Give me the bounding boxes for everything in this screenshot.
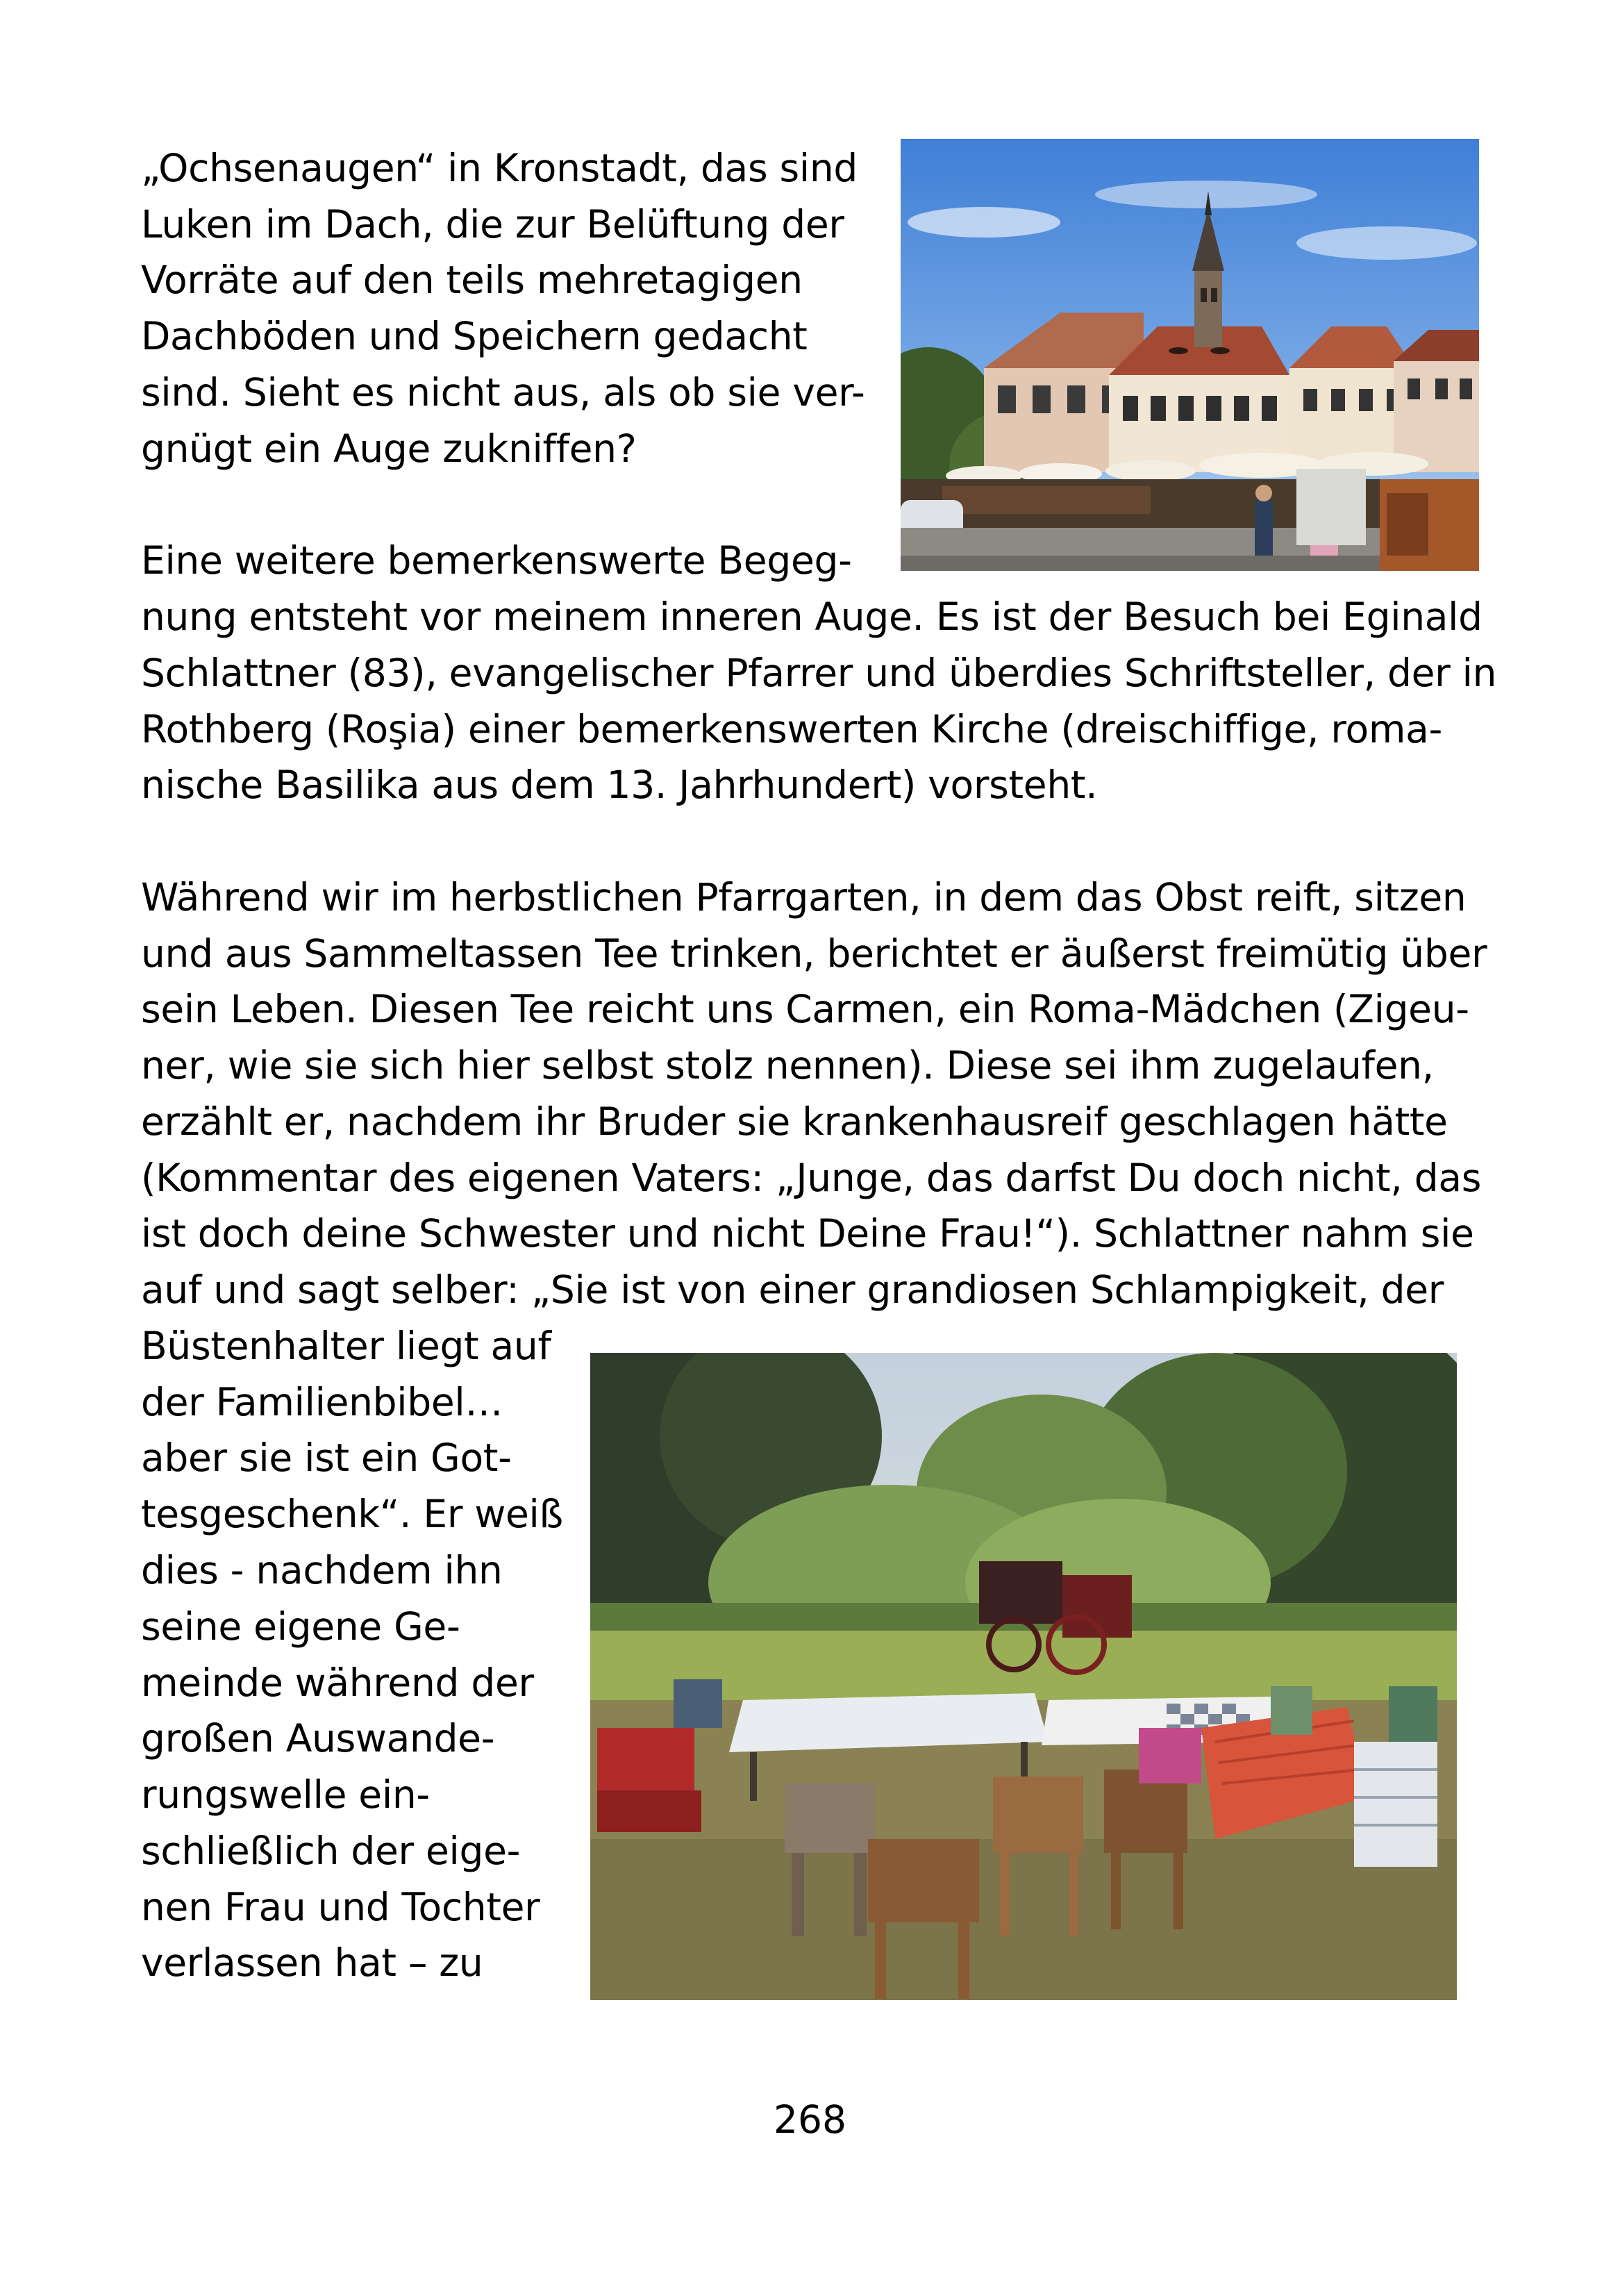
text-line: Während wir im herbstlichen Pfarrgarten, in dem das Obst reift, sitzen — [141, 875, 1467, 920]
text-line: sind. Sieht es nicht aus, als ob sie ver- — [141, 370, 865, 415]
text-line: (Kommentar des eigenen Vaters: „Junge, das darfst Du doch nicht, das — [141, 1156, 1482, 1200]
text-line: Rothberg (Roşia) einer bemerkenswerten Kirche (dreischiffige, roma- — [141, 707, 1443, 751]
page-number: 268 — [774, 2097, 846, 2142]
text-line: erzählt er, nachdem ihr Bruder sie krankenhausreif geschlagen hätte — [141, 1099, 1448, 1144]
text-line: meinde während der — [141, 1661, 534, 1705]
text-line: der Familienbibel… — [141, 1380, 503, 1424]
text-line: großen Auswande- — [141, 1716, 495, 1761]
photo-garden-chairs — [590, 1353, 1457, 2000]
text-line: nung entsteht vor meinem inneren Auge. Es ist der Besuch bei Eginald — [141, 594, 1483, 639]
text-line: seine eigene Ge- — [141, 1604, 460, 1649]
text-line: rungswelle ein- — [141, 1772, 430, 1817]
text-line: nen Frau und Tochter — [141, 1885, 540, 1929]
photo-town-square — [901, 139, 1479, 571]
text-line: Büstenhalter liegt auf — [141, 1324, 551, 1368]
text-line: „Ochsenaugen“ in Kronstadt, das sind — [141, 146, 858, 190]
text-line: schließlich der eige- — [141, 1829, 521, 1873]
text-line: ist doch deine Schwester und nicht Deine Frau!“). Schlattner nahm sie — [141, 1211, 1474, 1256]
text-line: gnügt ein Auge zukniffen? — [141, 426, 637, 471]
text-line: auf und sagt selber: „Sie ist von einer grandiosen Schlampigkeit, der — [141, 1267, 1444, 1312]
text-line: und aus Sammeltassen Tee trinken, berichtet er äußerst freimütig über — [141, 931, 1487, 976]
text-line: nische Basilika aus dem 13. Jahrhundert) vorsteht. — [141, 763, 1098, 807]
text-line: tesgeschenk“. Er weiß — [141, 1492, 563, 1536]
text-line: Schlattner (83), evangelischer Pfarrer und überdies Schriftsteller, der in — [141, 651, 1497, 695]
text-line: verlassen hat – zu — [141, 1940, 483, 1985]
text-line: aber sie ist ein Got- — [141, 1436, 512, 1480]
text-line: Luken im Dach, die zur Belüftung der — [141, 202, 844, 247]
text-line: Eine weitere bemerkenswerte Begeg- — [141, 538, 852, 583]
text-line: dies - nachdem ihn — [141, 1548, 503, 1592]
text-line: Dachböden und Speichern gedacht — [141, 314, 808, 358]
text-line: sein Leben. Diesen Tee reicht uns Carmen, ein Roma-Mädchen (Zigeu- — [141, 987, 1469, 1031]
text-line: ner, wie sie sich hier selbst stolz nennen). Diese sei ihm zugelaufen, — [141, 1043, 1434, 1088]
text-line: Vorräte auf den teils mehretagigen — [141, 258, 803, 302]
